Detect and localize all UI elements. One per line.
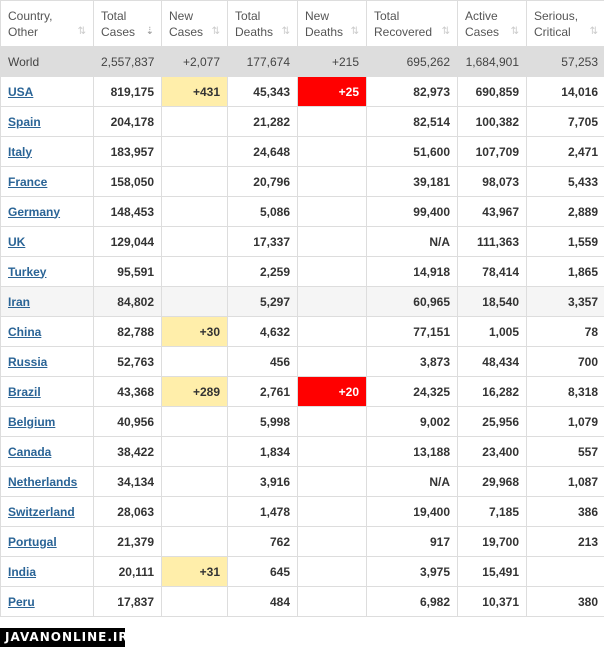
cell-country: World <box>1 47 94 77</box>
header-line-1: New <box>305 8 330 23</box>
cell-total-cases: 84,802 <box>94 287 162 317</box>
cell-total-recovered: 14,918 <box>367 257 458 287</box>
cell-country <box>1 107 94 137</box>
cell-total-recovered: 9,002 <box>367 407 458 437</box>
cell-total-deaths: 5,998 <box>228 407 298 437</box>
header-label: Other <box>8 24 39 39</box>
cell-total-deaths: 1,834 <box>228 437 298 467</box>
cell-new-deaths <box>298 257 367 287</box>
cell-active-cases: 19,700 <box>458 527 527 557</box>
cell-serious-critical: 8,318 <box>527 377 604 407</box>
cell-serious-critical: 1,079 <box>527 407 604 437</box>
cell-country <box>1 497 94 527</box>
cell-new-cases: +431 <box>162 77 228 107</box>
cell-total-recovered: 917 <box>367 527 458 557</box>
header-new-cases[interactable] <box>162 1 228 47</box>
cell-country <box>1 137 94 167</box>
cell-active-cases: 43,967 <box>458 197 527 227</box>
cell-total-recovered: N/A <box>367 227 458 257</box>
cell-total-recovered: 19,400 <box>367 497 458 527</box>
cell-total-cases: 204,178 <box>94 107 162 137</box>
header-line-1: Total <box>235 8 261 23</box>
table-row <box>1 437 604 467</box>
cell-serious-critical: 213 <box>527 527 604 557</box>
table-row <box>1 77 604 107</box>
header-line-2 <box>235 24 290 40</box>
header-line-2 <box>374 24 450 40</box>
cell-new-deaths <box>298 557 367 587</box>
cell-serious-critical: 14,016 <box>527 77 604 107</box>
cell-new-deaths: +215 <box>298 47 367 77</box>
cell-new-deaths <box>298 197 367 227</box>
header-total-cases[interactable] <box>94 1 162 47</box>
cell-serious-critical: 5,433 <box>527 167 604 197</box>
table-row <box>1 497 604 527</box>
cell-new-deaths <box>298 497 367 527</box>
cell-total-deaths: 456 <box>228 347 298 377</box>
country-link[interactable]: Italy <box>8 144 33 159</box>
cell-serious-critical: 57,253 <box>527 47 604 77</box>
cell-country <box>1 197 94 227</box>
header-label: Critical <box>534 24 571 39</box>
country-link[interactable]: India <box>8 564 37 579</box>
country-link[interactable]: China <box>8 324 42 339</box>
cell-active-cases: 7,185 <box>458 497 527 527</box>
cell-total-recovered: 6,982 <box>367 587 458 617</box>
header-line-1: Total <box>374 8 400 23</box>
cell-new-deaths <box>298 347 367 377</box>
country-link[interactable]: Peru <box>8 594 35 609</box>
country-link[interactable]: USA <box>8 84 34 99</box>
cell-country <box>1 557 94 587</box>
cell-new-cases <box>162 227 228 257</box>
cell-total-deaths: 3,916 <box>228 467 298 497</box>
country-link[interactable]: Canada <box>8 444 52 459</box>
header-total-recovered[interactable] <box>367 1 458 47</box>
cell-country <box>1 317 94 347</box>
cell-total-deaths: 4,632 <box>228 317 298 347</box>
cell-total-cases: 40,956 <box>94 407 162 437</box>
table-row <box>1 347 604 377</box>
cell-total-recovered: 39,181 <box>367 167 458 197</box>
country-link[interactable]: Switzerland <box>8 504 75 519</box>
cell-total-deaths: 5,297 <box>228 287 298 317</box>
cell-new-deaths <box>298 437 367 467</box>
cell-new-deaths <box>298 467 367 497</box>
header-line-2 <box>305 24 359 40</box>
cell-serious-critical <box>527 557 604 587</box>
cell-country <box>1 587 94 617</box>
cell-new-deaths <box>298 107 367 137</box>
cell-total-recovered: 99,400 <box>367 197 458 227</box>
sort-icon[interactable]: ⇅ <box>589 25 598 37</box>
cell-new-deaths: +20 <box>298 377 367 407</box>
cell-active-cases: 690,859 <box>458 77 527 107</box>
cell-country <box>1 467 94 497</box>
header-line-1: New <box>169 8 194 23</box>
country-link[interactable]: France <box>8 174 48 189</box>
table-row <box>1 227 604 257</box>
header-total-deaths[interactable] <box>228 1 298 47</box>
cell-active-cases: 107,709 <box>458 137 527 167</box>
cell-total-deaths: 2,259 <box>228 257 298 287</box>
cell-new-cases <box>162 257 228 287</box>
sort-icon[interactable]: ⇅ <box>510 25 519 37</box>
cell-total-recovered: 60,965 <box>367 287 458 317</box>
header-line-2 <box>101 24 154 40</box>
country-link[interactable]: UK <box>8 234 26 249</box>
sort-icon[interactable]: ⇅ <box>441 25 450 37</box>
cell-total-cases: 43,368 <box>94 377 162 407</box>
header-row <box>1 1 604 47</box>
header-label: Cases <box>169 24 204 39</box>
header-line-2 <box>8 24 86 40</box>
cell-total-recovered: 82,973 <box>367 77 458 107</box>
cell-country <box>1 377 94 407</box>
cell-new-cases: +31 <box>162 557 228 587</box>
cell-new-deaths <box>298 587 367 617</box>
cell-total-deaths: 24,648 <box>228 137 298 167</box>
cell-new-deaths <box>298 227 367 257</box>
cell-serious-critical: 1,865 <box>527 257 604 287</box>
header-line-1: Active <box>465 8 498 23</box>
cell-total-recovered: 51,600 <box>367 137 458 167</box>
cell-total-deaths: 1,478 <box>228 497 298 527</box>
cell-total-recovered: 13,188 <box>367 437 458 467</box>
table-row <box>1 167 604 197</box>
cell-active-cases: 1,684,901 <box>458 47 527 77</box>
cell-total-deaths: 45,343 <box>228 77 298 107</box>
sort-icon[interactable]: ⇅ <box>350 25 359 37</box>
cell-total-cases: 95,591 <box>94 257 162 287</box>
sort-icon[interactable]: ⇅ <box>211 25 220 37</box>
header-line-1: Serious, <box>534 8 579 23</box>
table-row <box>1 257 604 287</box>
header-serious-critical[interactable] <box>527 1 604 47</box>
cell-country <box>1 347 94 377</box>
cell-new-cases <box>162 347 228 377</box>
cell-total-deaths: 21,282 <box>228 107 298 137</box>
cell-serious-critical: 3,357 <box>527 287 604 317</box>
cell-new-cases <box>162 137 228 167</box>
cell-serious-critical: 1,559 <box>527 227 604 257</box>
table-row <box>1 557 604 587</box>
table-row <box>1 467 604 497</box>
header-label: Cases <box>465 24 500 39</box>
table-row <box>1 287 604 317</box>
cell-new-cases <box>162 107 228 137</box>
header-active-cases[interactable] <box>458 1 527 47</box>
cell-active-cases: 78,414 <box>458 257 527 287</box>
country-link[interactable]: Russia <box>8 354 48 369</box>
cell-total-deaths: 2,761 <box>228 377 298 407</box>
cell-active-cases: 15,491 <box>458 557 527 587</box>
watermark: JAVANONLINE.IR <box>0 628 125 647</box>
cell-total-deaths: 5,086 <box>228 197 298 227</box>
cell-total-recovered: 3,975 <box>367 557 458 587</box>
cell-total-recovered: 695,262 <box>367 47 458 77</box>
cell-total-cases: 158,050 <box>94 167 162 197</box>
cell-total-deaths: 17,337 <box>228 227 298 257</box>
cell-active-cases: 29,968 <box>458 467 527 497</box>
cell-total-cases: 819,175 <box>94 77 162 107</box>
cell-active-cases: 100,382 <box>458 107 527 137</box>
cell-active-cases: 48,434 <box>458 347 527 377</box>
header-label: Recovered <box>374 24 433 39</box>
header-country[interactable] <box>1 1 94 47</box>
cell-new-cases <box>162 527 228 557</box>
table-row <box>1 317 604 347</box>
country-link[interactable]: Netherlands <box>8 474 78 489</box>
cell-total-deaths: 20,796 <box>228 167 298 197</box>
header-line-2 <box>169 24 220 40</box>
cell-new-cases: +2,077 <box>162 47 228 77</box>
cell-active-cases: 10,371 <box>458 587 527 617</box>
table-row <box>1 137 604 167</box>
table-row <box>1 407 604 437</box>
cell-new-cases: +30 <box>162 317 228 347</box>
cell-serious-critical: 2,471 <box>527 137 604 167</box>
cell-total-recovered: 77,151 <box>367 317 458 347</box>
cell-country <box>1 527 94 557</box>
cell-country <box>1 407 94 437</box>
cell-total-cases: 38,422 <box>94 437 162 467</box>
cell-country <box>1 437 94 467</box>
cell-active-cases: 1,005 <box>458 317 527 347</box>
cell-new-cases <box>162 407 228 437</box>
country-link[interactable]: Turkey <box>8 264 47 279</box>
cell-total-deaths: 484 <box>228 587 298 617</box>
header-line-2 <box>534 24 598 40</box>
cell-new-cases <box>162 167 228 197</box>
header-line-1: Total <box>101 8 127 23</box>
cell-new-cases: +289 <box>162 377 228 407</box>
header-line-2 <box>465 24 519 40</box>
cell-active-cases: 25,956 <box>458 407 527 437</box>
cell-serious-critical: 1,087 <box>527 467 604 497</box>
cell-active-cases: 16,282 <box>458 377 527 407</box>
header-label: Deaths <box>305 24 344 39</box>
cell-new-deaths <box>298 527 367 557</box>
cell-new-deaths <box>298 287 367 317</box>
cell-total-recovered: N/A <box>367 467 458 497</box>
cell-serious-critical: 78 <box>527 317 604 347</box>
country-link[interactable]: Portugal <box>8 534 57 549</box>
cell-country <box>1 167 94 197</box>
cell-new-cases <box>162 197 228 227</box>
cell-total-deaths: 645 <box>228 557 298 587</box>
cell-new-deaths: +25 <box>298 77 367 107</box>
cell-active-cases: 18,540 <box>458 287 527 317</box>
cell-total-cases: 148,453 <box>94 197 162 227</box>
world-row <box>1 47 604 77</box>
cell-new-deaths <box>298 137 367 167</box>
cell-new-deaths <box>298 407 367 437</box>
table-row <box>1 197 604 227</box>
cell-total-cases: 17,837 <box>94 587 162 617</box>
cell-serious-critical: 700 <box>527 347 604 377</box>
country-link[interactable]: Belgium <box>8 414 56 429</box>
table-row <box>1 587 604 617</box>
country-link[interactable]: Germany <box>8 204 61 219</box>
table-row <box>1 377 604 407</box>
cell-country <box>1 257 94 287</box>
cell-country <box>1 227 94 257</box>
cell-country <box>1 287 94 317</box>
sort-icon[interactable]: ⇣ <box>145 25 154 37</box>
cell-total-recovered: 82,514 <box>367 107 458 137</box>
cell-total-cases: 2,557,837 <box>94 47 162 77</box>
cell-total-recovered: 24,325 <box>367 377 458 407</box>
cell-total-cases: 82,788 <box>94 317 162 347</box>
cell-new-cases <box>162 467 228 497</box>
cell-active-cases: 23,400 <box>458 437 527 467</box>
cell-total-cases: 28,063 <box>94 497 162 527</box>
cell-total-cases: 52,763 <box>94 347 162 377</box>
header-new-deaths[interactable] <box>298 1 367 47</box>
cell-country <box>1 77 94 107</box>
cell-serious-critical: 2,889 <box>527 197 604 227</box>
header-label: Deaths <box>235 24 274 39</box>
cell-total-recovered: 3,873 <box>367 347 458 377</box>
cell-total-cases: 20,111 <box>94 557 162 587</box>
cell-total-deaths: 177,674 <box>228 47 298 77</box>
cell-new-cases <box>162 497 228 527</box>
cell-serious-critical: 7,705 <box>527 107 604 137</box>
country-link[interactable]: Brazil <box>8 384 41 399</box>
cell-serious-critical: 386 <box>527 497 604 527</box>
cell-new-cases <box>162 437 228 467</box>
cell-active-cases: 111,363 <box>458 227 527 257</box>
cell-total-cases: 34,134 <box>94 467 162 497</box>
cell-total-cases: 129,044 <box>94 227 162 257</box>
cell-total-cases: 21,379 <box>94 527 162 557</box>
cell-new-cases <box>162 287 228 317</box>
table-row <box>1 107 604 137</box>
header-label: Cases <box>101 24 136 39</box>
cell-active-cases: 98,073 <box>458 167 527 197</box>
cell-serious-critical: 557 <box>527 437 604 467</box>
cell-serious-critical: 380 <box>527 587 604 617</box>
sort-icon[interactable]: ⇅ <box>281 25 290 37</box>
country-link[interactable]: Spain <box>8 114 41 129</box>
table-row <box>1 527 604 557</box>
cell-new-deaths <box>298 167 367 197</box>
cell-total-deaths: 762 <box>228 527 298 557</box>
cell-new-cases <box>162 587 228 617</box>
cell-new-deaths <box>298 317 367 347</box>
cell-total-cases: 183,957 <box>94 137 162 167</box>
sort-icon[interactable]: ⇅ <box>77 25 86 37</box>
header-line-1: Country, <box>8 8 53 23</box>
country-link[interactable]: Iran <box>8 294 31 309</box>
